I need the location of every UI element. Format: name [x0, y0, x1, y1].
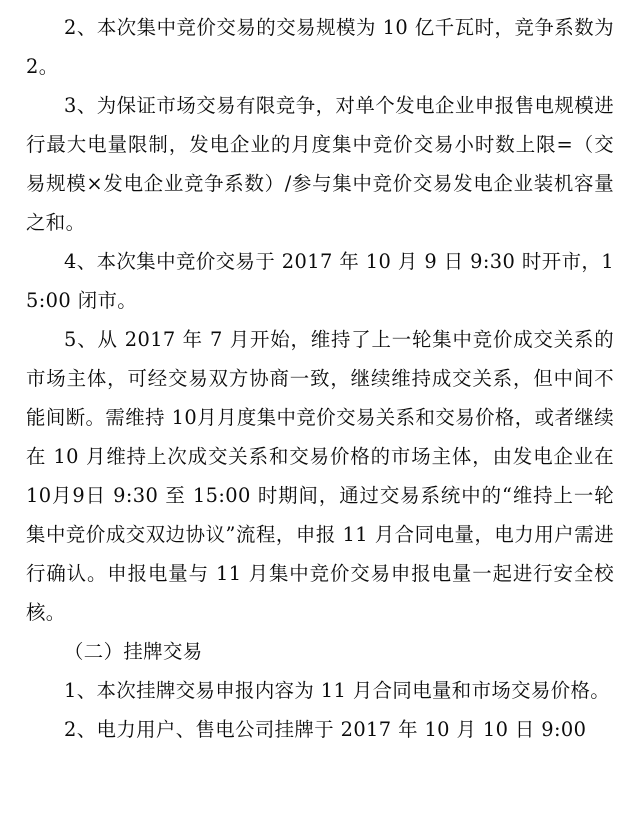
paragraph-item-4: 4、本次集中竞价交易于 2017 年 10 月 9 日 9:30 时开市，15:00 闭市。: [26, 250, 614, 312]
section-heading-listed-trading: （二）挂牌交易: [64, 640, 203, 663]
paragraph-item-5: 5、从 2017 年 7 月开始，维持了上一轮集中竞价成交关系的市场主体，可经交易双方协商一致，继续维持成交关系，但中间不能间断。需维持 10月月度集中竞价交易关系和交易价格，或者继续在 10 月维持上次成交关系和交易价格的市场主体，由发电企业在 10月9日 9:30 至 15:00 时期间，通过交易系统中的“维持上一轮集中竞价成交双边协议”流程，申报 11 月合同电量，电力用户需进行确认。申报电量与 11 月集中竞价交易申报电量一起进行安全校核。: [26, 328, 621, 624]
paragraph-item-2: 2、本次集中竞价交易的交易规模为 10 亿千瓦时，竞争系数为 2。: [26, 16, 621, 78]
paragraph-listed-item-2: 2、电力用户、售电公司挂牌于 2017 年 10 月 10 日 9:00: [64, 718, 587, 741]
paragraph-item-3: 3、为保证市场交易有限竞争，对单个发电企业申报售电规模进行最大电量限制，发电企业的月度集中竞价交易小时数上限=（交易规模×发电企业竞争系数）/参与集中竞价交易发电企业装机容量之和。: [26, 94, 614, 234]
paragraph-listed-item-1: 1、本次挂牌交易申报内容为 11 月合同电量和市场交易价格。: [64, 679, 611, 702]
